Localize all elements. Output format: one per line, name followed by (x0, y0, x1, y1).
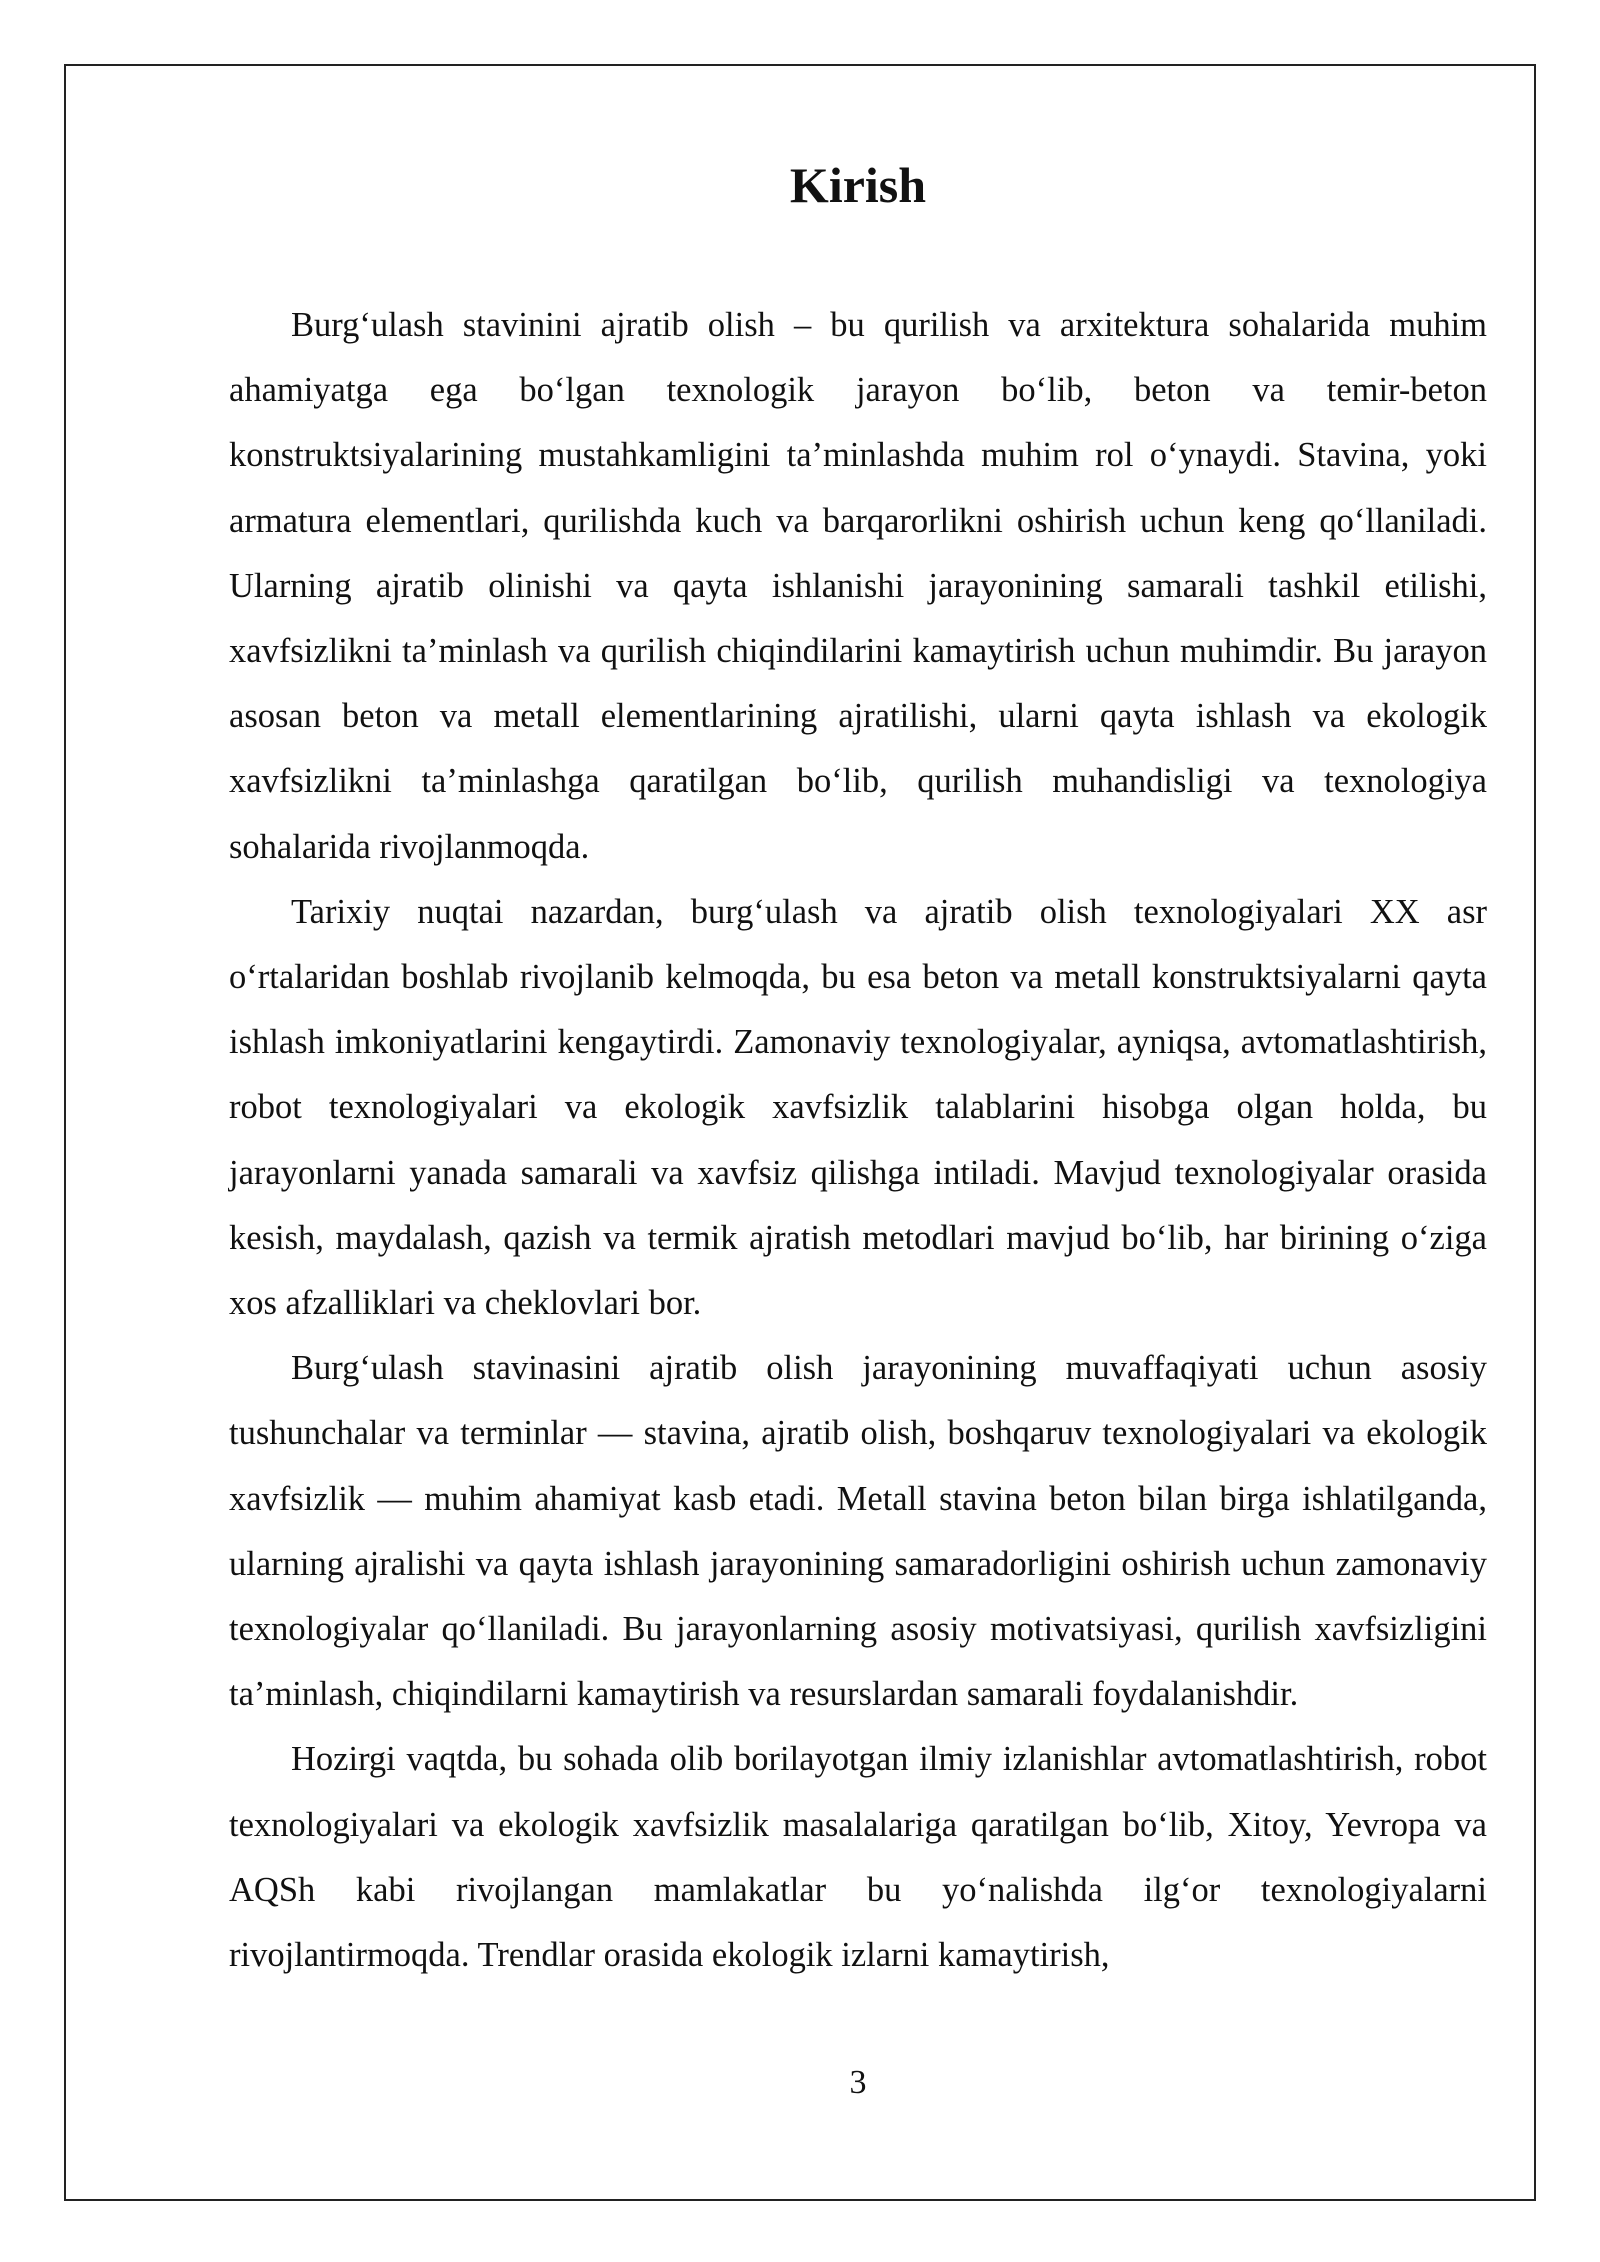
paragraph-2: Tarixiy nuqtai nazardan, burg‘ulash va ajratib olish texnologiyalari XX asr o‘rtalaridan boshlab rivojlanib kelmoqda, bu esa beton va metall konstruktsiyalarni qayta ishlash imkoniyatlarini kengaytirdi. Zamonaviy texnologiyalar, ayniqsa, avtomatlashtirish, robot texnologiyalari va ekologik xavfsizlik talablarini hisobga olgan holda, bu jarayonlarni yanada samarali va xavfsiz qilishga intiladi. Mavjud texnologiyalar orasida kesish, maydalash, qazish va termik ajratish metodlari mavjud bo‘lib, har birining o‘ziga xos afzalliklari va cheklovlari bor. (229, 892, 1487, 1323)
page-title: Kirish (789, 157, 927, 213)
paragraph-3: Burg‘ulash stavinasini ajratib olish jarayonining muvaffaqiyati uchun asosiy tushunchalar va terminlar — stavina, ajratib olish, boshqaruv texnologiyalari va ekologik xavfsizlik — muhim ahamiyat kasb etadi. Metall stavina beton bilan birga ishlatilganda, ularning ajralishi va qayta ishlash jarayonining samaradorligini oshirish uchun zamonaviy texnologiyalar qo‘llaniladi. Bu jarayonlarning asosiy motivatsiyasi, qurilish xavfsizligini ta’minlash, chiqindilarni kamaytirish va resurslardan samarali foydalanishdir. (229, 1349, 1487, 1714)
body-text (229, 293, 1487, 1988)
page-number: 3 (849, 2064, 867, 2101)
paragraph-4: Hozirgi vaqtda, bu sohada olib borilayotgan ilmiy izlanishlar avtomatlashtirish, robot texnologiyalari va ekologik xavfsizlik masalalariga qaratilgan bo‘lib, Xitoy, Yevropa va AQSh kabi rivojlangan mamlakatlar bu yo‘nalishda ilg‘or texnologiyalarni rivojlantirmoqda. Trendlar orasida ekologik izlarni kamaytirish, (229, 1740, 1487, 1975)
paragraph-1: Burg‘ulash stavinini ajratib olish – bu qurilish va arxitektura sohalarida muhim ahamiyatga ega bo‘lgan texnologik jarayon bo‘lib, beton va temir-beton konstruktsiyalarining mustahkamligini ta’minlashda muhim rol o‘ynaydi. Stavina, yoki armatura elementlari, qurilishda kuch va barqarorlikni oshirish uchun keng qo‘llaniladi. Ularning ajratib olinishi va qayta ishlanishi jarayonining samarali tashkil etilishi, xavfsizlikni ta’minlash va qurilish chiqindilarini kamaytirish uchun muhimdir. Bu jarayon asosan beton va metall elementlarining ajratilishi, ularni qayta ishlash va ekologik xavfsizlikni ta’minlashga qaratilgan bo‘lib, qurilish muhandisligi va texnologiya sohalarida rivojlanmoqda. (229, 306, 1487, 866)
